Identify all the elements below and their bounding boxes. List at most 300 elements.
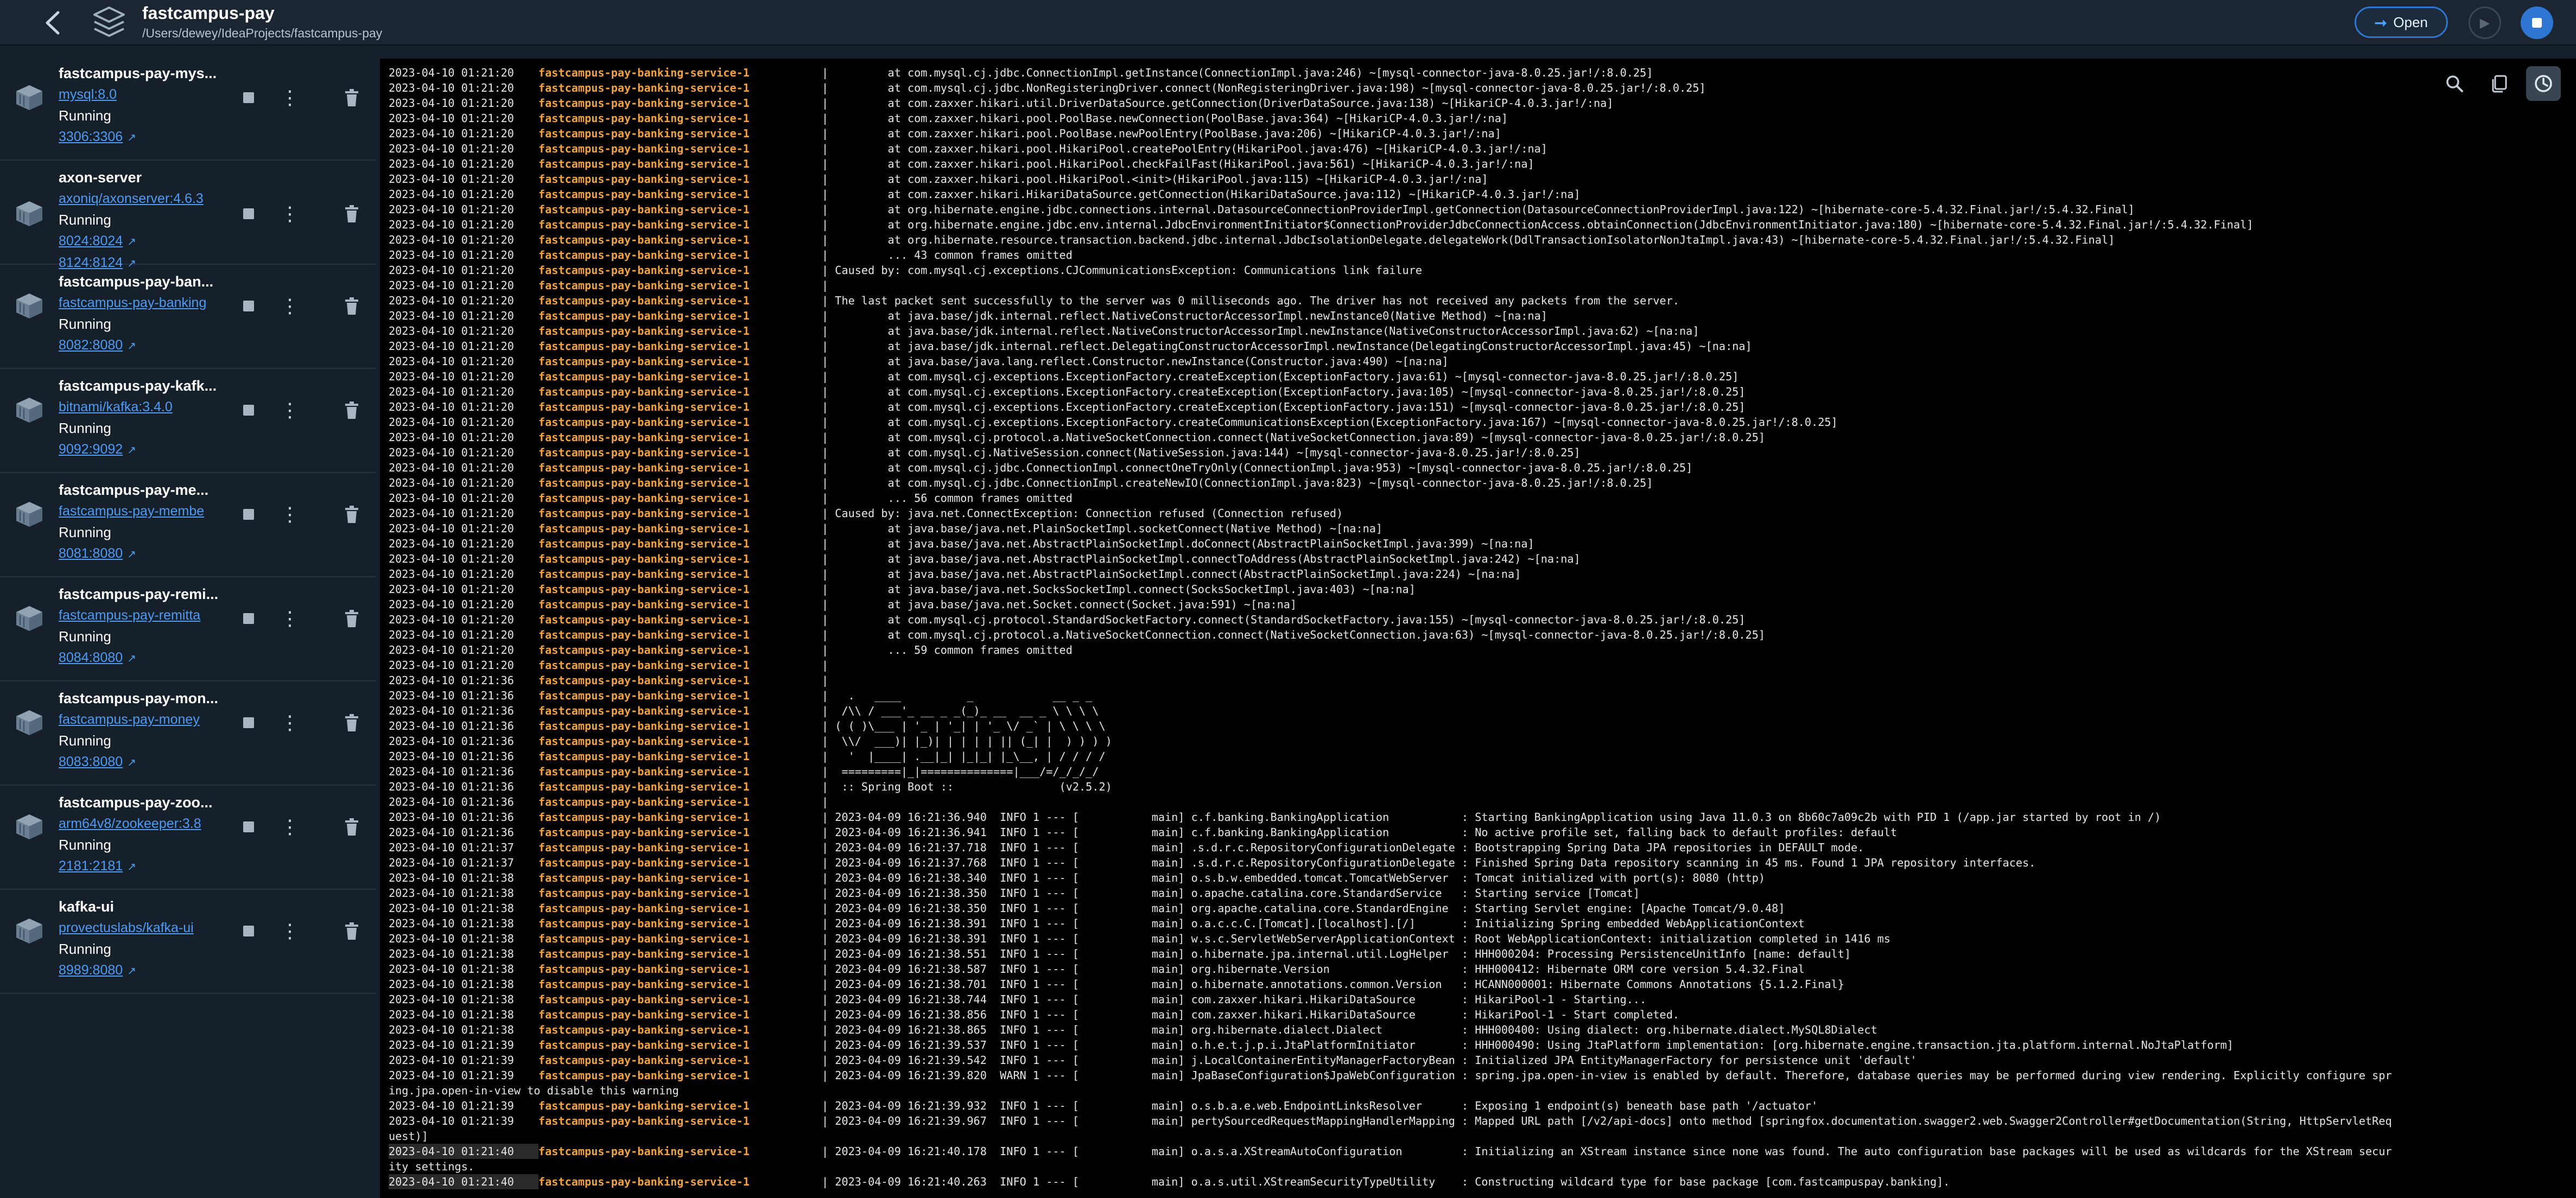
stop-container-button[interactable]: [243, 301, 254, 311]
log-timestamp: 2023-04-10 01:21:20: [389, 492, 514, 505]
log-service-name: fastcampus-pay-banking-service-1: [538, 795, 750, 808]
log-line: [389, 126, 2576, 141]
container-status: Running: [59, 941, 111, 957]
log-message: | The last packet sent successfully to the server was 0 milliseconds ago. The driver has not received any packets from the server.: [822, 294, 1680, 307]
stop-container-button[interactable]: [243, 405, 254, 416]
log-line: [389, 415, 2576, 430]
port-link[interactable]: [59, 129, 136, 145]
log-service-name: fastcampus-pay-banking-service-1: [538, 218, 750, 231]
stop-container-button[interactable]: [243, 208, 254, 219]
log-service-name: fastcampus-pay-banking-service-1: [538, 932, 750, 945]
more-options-button[interactable]: ⋮: [280, 295, 300, 317]
log-service-name: fastcampus-pay-banking-service-1: [538, 613, 750, 626]
log-timestamp: 2023-04-10 01:21:36: [389, 750, 514, 763]
log-message: | at com.mysql.cj.exceptions.ExceptionFactory.createException(ExceptionFactory.java:151) ~[mysql-connector-java-8.0.25.jar!/:8.0.25]: [822, 400, 1746, 413]
container-status: Running: [59, 628, 111, 645]
log-timestamp: 2023-04-10 01:21:20: [389, 66, 514, 79]
log-service-name: fastcampus-pay-banking-service-1: [538, 81, 750, 94]
log-service-name: fastcampus-pay-banking-service-1: [538, 355, 750, 368]
log-timestamp: 2023-04-10 01:21:20: [389, 613, 514, 626]
log-message: | at org.hibernate.resource.transaction.backend.jdbc.internal.JdbcIsolationDelegate.delegateWork(DdlTransactionIsolatorNonJtaImpl.java:43) ~[hibernate-core-5.4.32.Final.jar!/:5.4.32.Final]: [822, 233, 2115, 246]
log-service-name: fastcampus-pay-banking-service-1: [538, 461, 750, 474]
container-name: fastcampus-pay-remi...: [59, 586, 219, 602]
log-service-name: fastcampus-pay-banking-service-1: [538, 963, 750, 976]
trash-icon[interactable]: [343, 816, 360, 838]
log-line: [389, 187, 2576, 202]
log-timestamp: 2023-04-10 01:21:38: [389, 1008, 514, 1021]
external-link-icon: ↗: [127, 444, 136, 456]
container-row[interactable]: [0, 681, 376, 786]
log-service-name: fastcampus-pay-banking-service-1: [538, 1069, 750, 1082]
stop-container-button[interactable]: [243, 926, 254, 936]
port-link[interactable]: [59, 546, 136, 562]
log-line: [389, 323, 2576, 339]
log-timestamp: 2023-04-10 01:21:20: [389, 233, 514, 246]
log-line: [389, 703, 2576, 718]
log-service-name: fastcampus-pay-banking-service-1: [538, 811, 750, 824]
log-line: [389, 673, 2576, 688]
log-timestamp: 2023-04-10 01:21:20: [389, 218, 514, 231]
log-service-name: fastcampus-pay-banking-service-1: [538, 750, 750, 763]
log-message: | 2023-04-09 16:21:37.768 INFO 1 --- [ main] .s.d.r.c.RepositoryConfigurationDelegate : Finished Spring Data repository scanning in 45 ms. Found 1 JPA repository interfaces.: [822, 856, 2036, 869]
log-message: | Caused by: java.net.ConnectException: Connection refused (Connection refused): [822, 507, 1343, 520]
more-options-button[interactable]: ⋮: [280, 711, 300, 734]
log-timestamp: 2023-04-10 01:21:38: [389, 887, 514, 900]
log-service-name: fastcampus-pay-banking-service-1: [538, 446, 750, 459]
log-timestamp: 2023-04-10 01:21:20: [389, 264, 514, 277]
log-message: | at com.zaxxer.hikari.pool.HikariPool.checkFailFast(HikariPool.java:561) ~[HikariCP-4.0.3.jar!/:na]: [822, 157, 1534, 170]
log-line: [389, 627, 2576, 642]
log-message: | 2023-04-09 16:21:39.542 INFO 1 --- [ main] j.LocalContainerEntityManagerFactoryBean : Initialized JPA EntityManagerFactory for persistence unit 'default': [822, 1054, 1917, 1067]
log-message: | 2023-04-09 16:21:39.932 INFO 1 --- [ main] o.s.b.a.e.web.EndpointLinksResolver : Exposing 1 endpoint(s) beneath base path '/actuator': [822, 1099, 1818, 1112]
trash-icon[interactable]: [343, 87, 360, 109]
container-list: [0, 56, 376, 1198]
log-line: [389, 293, 2576, 308]
log-line: [389, 718, 2576, 734]
log-timestamp: 2023-04-10 01:21:20: [389, 309, 514, 322]
external-link-icon: ↗: [127, 861, 136, 873]
log-message: | at com.zaxxer.hikari.HikariDataSource.getConnection(HikariDataSource.java:112) ~[HikariCP-4.0.3.jar!/:na]: [822, 188, 1581, 201]
log-service-name: fastcampus-pay-banking-service-1: [538, 340, 750, 353]
stop-container-button[interactable]: [243, 509, 254, 520]
log-service-name: fastcampus-pay-banking-service-1: [538, 309, 750, 322]
log-message: | 2023-04-09 16:21:38.391 INFO 1 --- [ main] w.s.c.ServletWebServerApplicationContext : Root WebApplicationContext: initialization completed in 1416 ms: [822, 932, 1890, 945]
log-service-name: fastcampus-pay-banking-service-1: [538, 826, 750, 839]
log-timestamp: 2023-04-10 01:21:39: [389, 1099, 514, 1112]
log-service-name: fastcampus-pay-banking-service-1: [538, 127, 750, 140]
log-timestamp: 2023-04-10 01:21:20: [389, 127, 514, 140]
container-cube-icon: [14, 200, 45, 228]
container-name: fastcampus-pay-zoo...: [59, 794, 213, 811]
log-message: | Caused by: com.mysql.cj.exceptions.CJCommunicationsException: Communications link failure: [822, 264, 1423, 277]
log-line: [389, 1022, 2576, 1037]
log-service-name: fastcampus-pay-banking-service-1: [538, 157, 750, 170]
log-line: [389, 840, 2576, 855]
more-options-button[interactable]: ⋮: [280, 607, 300, 629]
log-service-name: fastcampus-pay-banking-service-1: [538, 203, 750, 216]
log-message: ing.jpa.open-in-view to disable this warning: [389, 1084, 679, 1097]
log-line: [389, 536, 2576, 551]
port-link[interactable]: [59, 754, 136, 770]
log-message: | 2023-04-09 16:21:40.263 INFO 1 --- [ main] o.a.s.util.XStreamSecurityTypeUtility : Constructing wildcard type for base package [com.fastcampuspay.banking].: [822, 1175, 1950, 1188]
log-message: | at org.hibernate.engine.jdbc.connections.internal.DatasourceConnectionProviderImpl.getConnection(DatasourceConnectionProviderImpl.java:122) ~[hibernate-core-5.4.32.Final.jar!/:5.4.32.Final]: [822, 203, 2135, 216]
log-line: [389, 369, 2576, 384]
log-service-name: fastcampus-pay-banking-service-1: [538, 917, 750, 930]
log-line: [389, 111, 2576, 126]
log-timestamp: 2023-04-10 01:21:20: [389, 461, 514, 474]
port-mapping: 9092:9092: [59, 442, 123, 457]
log-service-name: fastcampus-pay-banking-service-1: [538, 568, 750, 581]
log-timestamp: 2023-04-10 01:21:39: [389, 1038, 514, 1052]
log-message: | ( ( )\___ | '_ | '_| | '_ \/ _` | \ \ \ \: [822, 719, 1106, 732]
log-line: [389, 749, 2576, 764]
log-service-name: fastcampus-pay-banking-service-1: [538, 142, 750, 155]
log-service-name: fastcampus-pay-banking-service-1: [538, 370, 750, 383]
log-message: | ... 56 common frames omitted: [822, 492, 1073, 505]
log-service-name: fastcampus-pay-banking-service-1: [538, 993, 750, 1006]
log-timestamp: 2023-04-10 01:21:36: [389, 780, 514, 793]
log-timestamp: 2023-04-10 01:21:20: [389, 446, 514, 459]
log-service-name: fastcampus-pay-banking-service-1: [538, 735, 750, 748]
container-row[interactable]: [0, 265, 376, 369]
log-line: [389, 1007, 2576, 1022]
container-cube-icon: [14, 917, 45, 945]
copy-icon: [2489, 74, 2509, 93]
log-lines: [389, 65, 2576, 1189]
container-cube-icon: [14, 604, 45, 633]
port-link[interactable]: [59, 650, 136, 666]
container-image-link[interactable]: bitnami/kafka:3.4.0: [59, 399, 173, 415]
more-options-button[interactable]: ⋮: [280, 202, 300, 225]
stop-icon: [2532, 18, 2542, 28]
container-image-link[interactable]: fastcampus-pay-membe: [59, 504, 205, 519]
container-row[interactable]: [0, 56, 376, 161]
log-line: [389, 1144, 2576, 1159]
more-options-button[interactable]: ⋮: [280, 503, 300, 525]
log-line: [389, 217, 2576, 232]
log-output[interactable]: [380, 59, 2576, 1198]
log-service-name: fastcampus-pay-banking-service-1: [538, 173, 750, 186]
log-timestamp: 2023-04-10 01:21:20: [389, 552, 514, 565]
log-timestamp: 2023-04-10 01:21:37: [389, 841, 514, 854]
log-line: [389, 946, 2576, 961]
log-line: [389, 551, 2576, 566]
container-image-link[interactable]: mysql:8.0: [59, 87, 117, 102]
log-service-name: fastcampus-pay-banking-service-1: [538, 689, 750, 702]
port-mapping: 3306:3306: [59, 129, 123, 144]
log-service-name: fastcampus-pay-banking-service-1: [538, 1145, 750, 1158]
log-message: | at org.hibernate.engine.jdbc.env.internal.JdbcEnvironmentInitiator$ConnectionProviderJdbcConnectionAccess.obtainConnection(JdbcEnvironmentInitiator.java:180) ~[hibernate-core-5.4.32.Final.jar!/:5.4.32.Final]: [822, 218, 2254, 231]
log-line: [389, 566, 2576, 582]
log-line: [389, 734, 2576, 749]
log-message: | \\/ ___)| |_)| | | | | || (_| | ) ) ) ): [822, 735, 1112, 748]
port-link[interactable]: [59, 963, 136, 978]
log-timestamp: 2023-04-10 01:21:20: [389, 628, 514, 641]
stop-all-button[interactable]: [2521, 7, 2553, 39]
log-service-name: fastcampus-pay-banking-service-1: [538, 552, 750, 565]
log-timestamp: 2023-04-10 01:21:20: [389, 598, 514, 611]
container-image-link[interactable]: arm64v8/zookeeper:3.8: [59, 816, 201, 831]
log-timestamp: 2023-04-10 01:21:20: [389, 476, 514, 489]
log-line: [389, 825, 2576, 840]
container-cube-icon: [14, 500, 45, 528]
container-name: fastcampus-pay-kafk...: [59, 378, 217, 394]
log-line: [389, 506, 2576, 521]
log-line: [389, 156, 2576, 171]
log-line: [389, 642, 2576, 658]
log-timestamp: 2023-04-10 01:21:36: [389, 704, 514, 717]
log-line: [389, 597, 2576, 612]
container-row[interactable]: [0, 473, 376, 577]
log-timestamp: 2023-04-10 01:21:20: [389, 97, 514, 110]
log-timestamp: 2023-04-10 01:21:20: [389, 188, 514, 201]
trash-icon[interactable]: [343, 295, 360, 317]
more-options-button[interactable]: ⋮: [280, 86, 300, 109]
trash-icon[interactable]: [343, 504, 360, 525]
log-timestamp: 2023-04-10 01:21:36: [389, 719, 514, 732]
project-path: /Users/dewey/IdeaProjects/fastcampus-pay: [142, 26, 383, 40]
log-service-name: fastcampus-pay-banking-service-1: [538, 431, 750, 444]
log-message: | at java.base/java.net.Socket.connect(Socket.java:591) ~[na:na]: [822, 598, 1297, 611]
more-options-button[interactable]: ⋮: [280, 920, 300, 942]
log-timestamp: 2023-04-10 01:21:38: [389, 947, 514, 960]
stop-container-button[interactable]: [243, 613, 254, 624]
log-service-name: fastcampus-pay-banking-service-1: [538, 780, 750, 793]
log-line: [389, 582, 2576, 597]
log-timestamp: 2023-04-10 01:21:20: [389, 324, 514, 337]
external-link-icon: ↗: [127, 236, 136, 248]
container-status: Running: [59, 212, 111, 228]
log-timestamp: 2023-04-10 01:21:20: [389, 370, 514, 383]
container-status: Running: [59, 524, 111, 540]
log-service-name: fastcampus-pay-banking-service-1: [538, 841, 750, 854]
log-timestamp: 2023-04-10 01:21:36: [389, 765, 514, 778]
log-timestamp: 2023-04-10 01:21:20: [389, 112, 514, 125]
external-link-icon: ↗: [127, 653, 136, 665]
log-timestamp: 2023-04-10 01:21:20: [389, 416, 514, 429]
port-link[interactable]: [59, 233, 136, 249]
container-image-link[interactable]: fastcampus-pay-remitta: [59, 608, 201, 623]
log-message: | at com.mysql.cj.protocol.a.NativeSocketConnection.connect(NativeSocketConnection.java:89) ~[mysql-connector-java-8.0.25.jar!/:8.0.25]: [822, 431, 1766, 444]
log-message: | at com.mysql.cj.jdbc.ConnectionImpl.createNewIO(ConnectionImpl.java:823) ~[mysql-connector-java-8.0.25.jar!/:8.0.25]: [822, 476, 1653, 489]
log-line: [389, 263, 2576, 278]
container-status: Running: [59, 732, 111, 749]
project-title: fastcampus-pay: [142, 3, 275, 23]
more-options-button[interactable]: ⋮: [280, 815, 300, 838]
log-service-name: fastcampus-pay-banking-service-1: [538, 947, 750, 960]
trash-icon[interactable]: [343, 608, 360, 629]
log-service-name: fastcampus-pay-banking-service-1: [538, 264, 750, 277]
external-link-icon: ↗: [127, 258, 136, 270]
copy-logs-button[interactable]: [2482, 66, 2516, 101]
log-service-name: fastcampus-pay-banking-service-1: [538, 507, 750, 520]
log-message: | /\\ / ___'_ __ _ _(_)_ __ __ _ \ \ \ \: [822, 704, 1099, 717]
log-timestamp: 2023-04-10 01:21:20: [389, 142, 514, 155]
port-mapping: 8083:8080: [59, 754, 123, 769]
log-line: [389, 931, 2576, 946]
log-timestamp: 2023-04-10 01:21:20: [389, 583, 514, 596]
log-service-name: fastcampus-pay-banking-service-1: [538, 324, 750, 337]
log-service-name: fastcampus-pay-banking-service-1: [538, 476, 750, 489]
container-image-link[interactable]: fastcampus-pay-money: [59, 712, 200, 727]
external-link-icon: ↗: [127, 340, 136, 352]
stop-container-button[interactable]: [243, 821, 254, 832]
log-message: | ... 43 common frames omitted: [822, 248, 1073, 262]
log-message: | . ____ _ __ _ _: [822, 689, 1093, 702]
log-timestamp: 2023-04-10 01:21:20: [389, 173, 514, 186]
log-message: | 2023-04-09 16:21:36.940 INFO 1 --- [ main] c.f.banking.BankingApplication : Starting BankingApplication using Java 11.0.3 on 8b60c7a09c2b with PID 1 (/app.jar started by root in /): [822, 811, 2161, 824]
log-message: | 2023-04-09 16:21:38.350 INFO 1 --- [ main] org.apache.catalina.core.StandardEngine : Starting Servlet engine: [Apache Tomcat/9.0.48]: [822, 902, 1785, 915]
log-line: [389, 247, 2576, 263]
log-message: | at java.base/jdk.internal.reflect.DelegatingConstructorAccessorImpl.newInstance(DelegatingConstructorAccessorImpl.java:45) ~[na:na]: [822, 340, 1752, 353]
container-image-link[interactable]: axoniq/axonserver:4.6.3: [59, 191, 204, 206]
log-line: [389, 1174, 2576, 1189]
log-line: [389, 658, 2576, 673]
port-mapping: 8081:8080: [59, 546, 123, 561]
external-link-icon: ↗: [127, 132, 136, 144]
log-timestamp: 2023-04-10 01:21:38: [389, 993, 514, 1006]
log-line: [389, 612, 2576, 627]
log-line: [389, 779, 2576, 794]
log-timestamp: 2023-04-10 01:21:20: [389, 522, 514, 535]
open-in-vscode-button[interactable]: [2355, 7, 2448, 38]
log-line: [389, 445, 2576, 460]
container-image-link[interactable]: provectuslabs/kafka-ui: [59, 920, 194, 935]
log-timestamp: 2023-04-10 01:21:40: [389, 1174, 538, 1189]
log-line: [389, 1113, 2576, 1129]
container-image-link[interactable]: fastcampus-pay-banking: [59, 295, 207, 310]
log-message: |: [822, 674, 829, 687]
log-service-name: fastcampus-pay-banking-service-1: [538, 294, 750, 307]
container-name: axon-server: [59, 169, 142, 186]
log-message: | at com.mysql.cj.exceptions.ExceptionFactory.createCommunicationsException(ExceptionFactory.java:167) ~[mysql-connector-java-8.0.25.jar!/:8.0.25]: [822, 416, 1838, 429]
trash-icon[interactable]: [343, 920, 360, 942]
log-service-name: fastcampus-pay-banking-service-1: [538, 1175, 750, 1188]
log-timestamp: 2023-04-10 01:21:39: [389, 1114, 514, 1127]
log-line: [389, 961, 2576, 977]
log-timestamp: 2023-04-10 01:21:20: [389, 385, 514, 398]
start-button[interactable]: [2469, 7, 2501, 39]
log-service-name: fastcampus-pay-banking-service-1: [538, 871, 750, 884]
log-message: | at java.base/java.net.AbstractPlainSocketImpl.connectToAddress(AbstractPlainSocketImpl.java:242) ~[na:na]: [822, 552, 1581, 565]
log-message: | 2023-04-09 16:21:39.537 INFO 1 --- [ main] o.h.e.t.j.p.i.JtaPlatformInitiator : HHH000490: Using JtaPlatform implementation: [org.hibernate.engine.transaction.jta.platform.internal.NoJtaPlatform]: [822, 1038, 2234, 1052]
log-message: | 2023-04-09 16:21:38.551 INFO 1 --- [ main] o.hibernate.jpa.internal.util.LogHelper : HHH000204: Processing PersistenceUnitInfo [name: default]: [822, 947, 1851, 960]
log-timestamp: 2023-04-10 01:21:38: [389, 932, 514, 945]
log-message: | at java.base/java.net.AbstractPlainSocketImpl.connect(AbstractPlainSocketImpl.java:224) ~[na:na]: [822, 568, 1521, 581]
log-service-name: fastcampus-pay-banking-service-1: [538, 674, 750, 687]
stop-container-button[interactable]: [243, 92, 254, 103]
log-service-name: fastcampus-pay-banking-service-1: [538, 1038, 750, 1052]
clock-icon: [2533, 73, 2554, 94]
log-line: [389, 1053, 2576, 1068]
log-message: | at com.mysql.cj.jdbc.NonRegisteringDriver.connect(NonRegisteringDriver.java:198) ~[mysql-connector-java-8.0.25.jar!/:8.0.25]: [822, 81, 1706, 94]
log-timestamp: 2023-04-10 01:21:20: [389, 279, 514, 292]
log-timestamp: 2023-04-10 01:21:38: [389, 963, 514, 976]
log-line: [389, 475, 2576, 490]
log-service-name: fastcampus-pay-banking-service-1: [538, 248, 750, 262]
log-timestamp: 2023-04-10 01:21:36: [389, 735, 514, 748]
log-service-name: fastcampus-pay-banking-service-1: [538, 492, 750, 505]
log-timestamp: 2023-04-10 01:21:38: [389, 978, 514, 991]
log-message: | =========|_|==============|___/=/_/_/_/: [822, 765, 1099, 778]
log-line: [389, 977, 2576, 992]
port-link[interactable]: [59, 442, 136, 457]
log-message: | 2023-04-09 16:21:36.941 INFO 1 --- [ main] c.f.banking.BankingApplication : No active profile set, falling back to default profiles: default: [822, 826, 1898, 839]
container-row[interactable]: [0, 161, 376, 270]
log-line: [389, 399, 2576, 415]
more-options-button[interactable]: ⋮: [280, 399, 300, 421]
log-service-name: fastcampus-pay-banking-service-1: [538, 1008, 750, 1021]
log-message: | at java.base/java.net.PlainSocketImpl.socketConnect(Native Method) ~[na:na]: [822, 522, 1383, 535]
log-timestamp: 2023-04-10 01:21:36: [389, 674, 514, 687]
log-timestamp: 2023-04-10 01:21:20: [389, 340, 514, 353]
trash-icon[interactable]: [343, 399, 360, 421]
log-service-name: fastcampus-pay-banking-service-1: [538, 97, 750, 110]
log-timestamp: 2023-04-10 01:21:38: [389, 917, 514, 930]
log-message: | ' |____| .__|_| |_|_| |_\__, | / / / /: [822, 750, 1106, 763]
port-link[interactable]: [59, 858, 136, 874]
log-line: [389, 901, 2576, 916]
log-message: | 2023-04-09 16:21:37.718 INFO 1 --- [ main] .s.d.r.c.RepositoryConfigurationDelegate : Bootstrapping Spring Data JPA repositories in DEFAULT mode.: [822, 841, 1864, 854]
log-line: [389, 95, 2576, 111]
toggle-timestamps-button[interactable]: [2526, 66, 2561, 101]
port-mapping: 8124:8124: [59, 255, 123, 270]
log-line: [389, 141, 2576, 156]
container-row[interactable]: [0, 890, 376, 994]
container-status: Running: [59, 316, 111, 332]
container-cube-icon: [14, 84, 45, 112]
log-timestamp: 2023-04-10 01:21:38: [389, 871, 514, 884]
container-row[interactable]: [0, 786, 376, 890]
log-timestamp: 2023-04-10 01:21:20: [389, 431, 514, 444]
log-timestamp: 2023-04-10 01:21:20: [389, 643, 514, 657]
log-line: [389, 1129, 2576, 1144]
log-timestamp: 2023-04-10 01:21:38: [389, 1023, 514, 1036]
log-message: | at com.mysql.cj.jdbc.ConnectionImpl.getInstance(ConnectionImpl.java:246) ~[mysql-connector-java-8.0.25.jar!/:8.0.25]: [822, 66, 1653, 79]
back-button[interactable]: [35, 5, 69, 40]
log-toolbar: [2437, 66, 2561, 101]
container-row[interactable]: [0, 577, 376, 681]
log-message: | 2023-04-09 16:21:38.350 INFO 1 --- [ main] o.apache.catalina.core.StandardService : Starting service [Tomcat]: [822, 887, 1640, 900]
log-service-name: fastcampus-pay-banking-service-1: [538, 1023, 750, 1036]
port-mapping: 8082:8080: [59, 337, 123, 353]
log-message: | 2023-04-09 16:21:38.340 INFO 1 --- [ main] o.s.b.w.embedded.tomcat.TomcatWebServer : Tomcat initialized with port(s): 8080 (http): [822, 871, 1766, 884]
log-message: | 2023-04-09 16:21:38.391 INFO 1 --- [ main] o.a.c.c.C.[Tomcat].[localhost].[/] : Initializing Spring embedded WebApplicationContext: [822, 917, 1805, 930]
vscode-icon: ⭢: [2374, 13, 2387, 30]
log-service-name: fastcampus-pay-banking-service-1: [538, 765, 750, 778]
stop-container-button[interactable]: [243, 717, 254, 728]
container-row[interactable]: [0, 369, 376, 473]
log-message: | :: Spring Boot :: (v2.5.2): [822, 780, 1112, 793]
log-service-name: fastcampus-pay-banking-service-1: [538, 1054, 750, 1067]
trash-icon[interactable]: [343, 712, 360, 734]
port-link[interactable]: [59, 337, 136, 353]
log-timestamp: 2023-04-10 01:21:20: [389, 81, 514, 94]
search-logs-button[interactable]: [2437, 66, 2472, 101]
log-timestamp: 2023-04-10 01:21:39: [389, 1069, 514, 1082]
log-message: | 2023-04-09 16:21:38.856 INFO 1 --- [ main] com.zaxxer.hikari.HikariDataSource : HikariPool-1 - Start completed.: [822, 1008, 1680, 1021]
log-service-name: fastcampus-pay-banking-service-1: [538, 643, 750, 657]
log-timestamp: 2023-04-10 01:21:40: [389, 1144, 538, 1159]
log-line: [389, 992, 2576, 1007]
log-message: | at com.mysql.cj.NativeSession.connect(NativeSession.java:144) ~[mysql-connector-java-8.0.25.jar!/:8.0.25]: [822, 446, 1581, 459]
log-line: [389, 885, 2576, 901]
log-service-name: fastcampus-pay-banking-service-1: [538, 902, 750, 915]
log-line: [389, 430, 2576, 445]
log-line: [389, 171, 2576, 187]
trash-icon[interactable]: [343, 203, 360, 225]
chevron-left-icon: [43, 10, 61, 35]
